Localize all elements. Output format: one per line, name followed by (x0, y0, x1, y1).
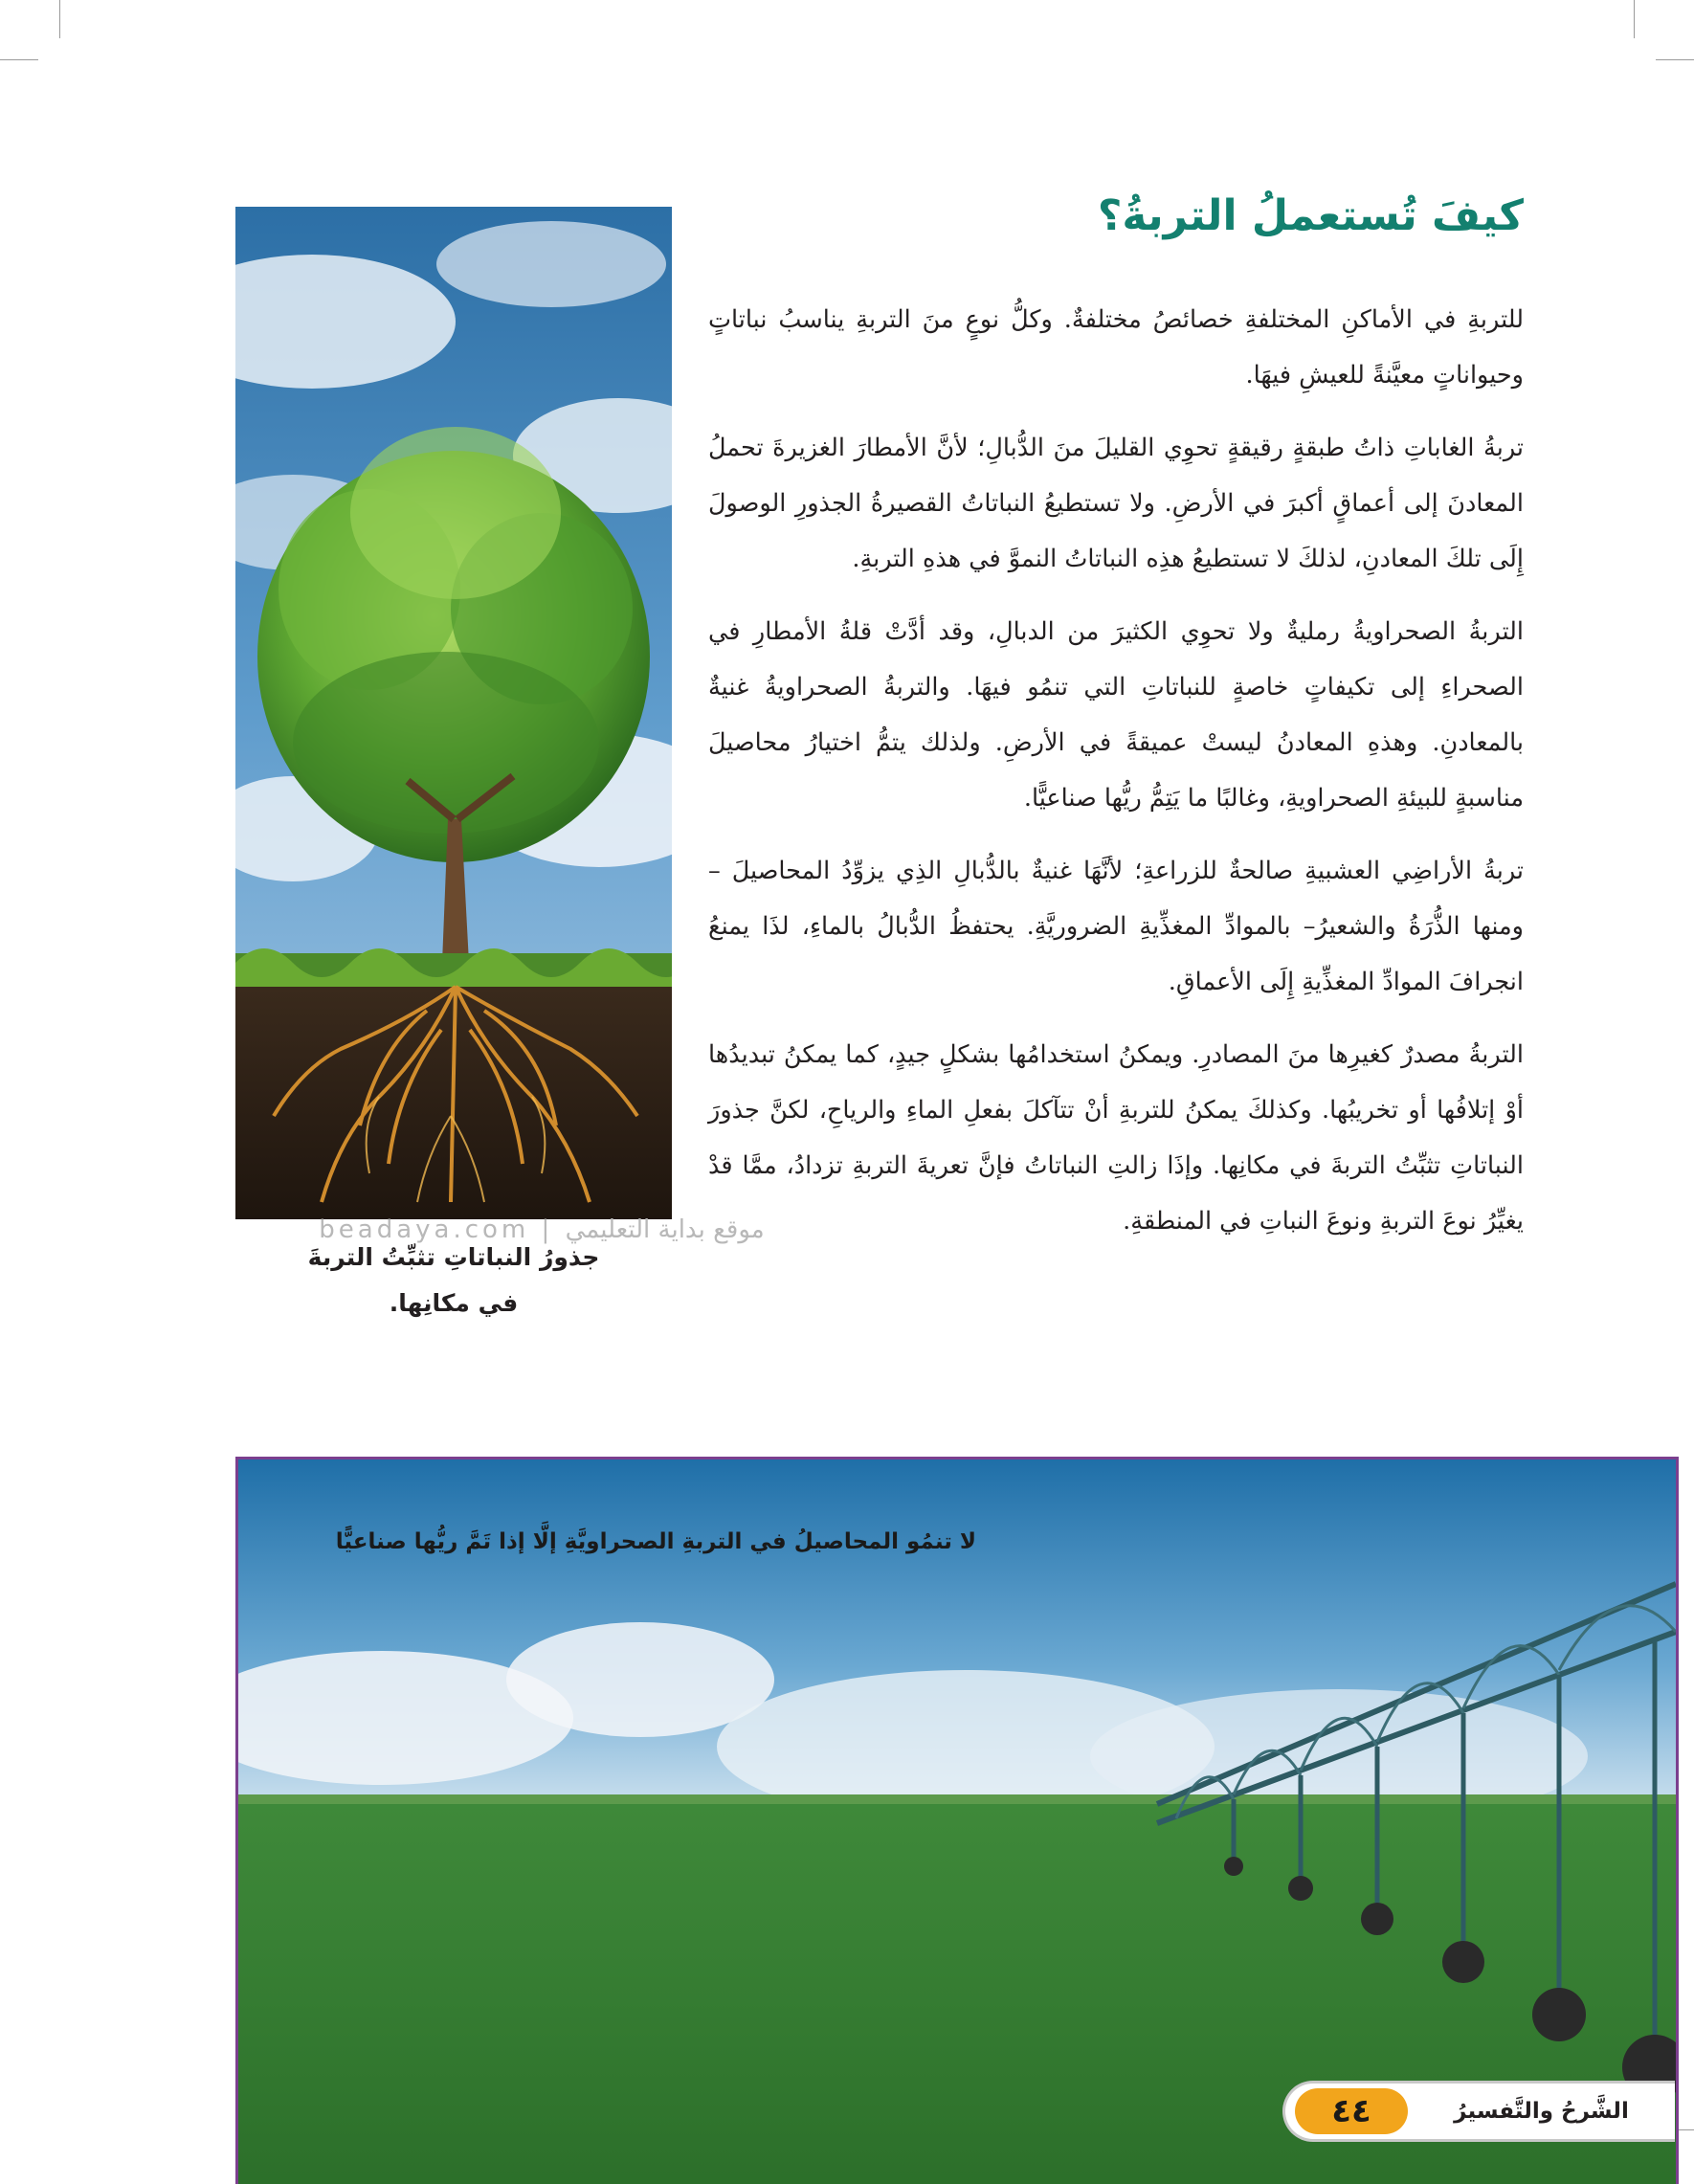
crop-mark (1634, 0, 1635, 38)
crop-mark (1656, 59, 1694, 60)
tree-roots-image (235, 207, 672, 1219)
tree-caption (235, 1235, 672, 1326)
paragraph: تربةُ الأراضِي العشبيةِ صالحةٌ للزراعةِ؛ لأنَّهَا غنيةٌ بالدُّبالِ الذِي يزوِّدُ المحاصيلَ – ومنها الذُّرَةُ والشعيرُ– بالموادِّ المغذِّيةِ الضروريَّةِ. يحتفظُ الدُّبالُ بالماءِ، لذَا يمنعُ انجرافَ الموادِّ المغذِّيةِ إِلَى الأعماقِ. (708, 857, 1524, 996)
body-text (708, 292, 1524, 1266)
crop-mark (0, 59, 38, 60)
paragraph: التربةُ مصدرٌ كغيرِها منَ المصادرِ. ويمكنُ استخدامُها بشكلٍ جيدٍ، كما يمكنُ تبديدُها أوْ إتلافُها أو تخريبُها. وكذلكَ يمكنُ للتربةِ أنْ تتآكلَ بفعلِ الماءِ والرياحِ، لكنَّ جذورَ النباتاتِ تثبِّتُ التربةَ في مكانِها. وإذَا زالتِ النباتاتُ فإنَّ تعريةَ التربةِ تزدادُ، ممَّا قدْ يغيِّرُ نوعَ التربةِ ونوعَ النباتِ في المنطقةِ. (708, 1040, 1524, 1236)
footer-section-label: الشَّرحُ والتَّفسيرُ (1454, 2099, 1629, 2124)
photo-caption: لا تنمُو المحاصيلُ في التربةِ الصحراويَّةِ إلَّا إذا تَمَّ ريُّها صناعيًّا (335, 1529, 976, 1554)
section-title: كيفَ تُستعملُ التربةُ؟ (1097, 191, 1524, 240)
crop-mark (59, 0, 60, 38)
paragraph: التربةُ الصحراويةُ رمليةٌ ولا تحوِي الكثيرَ من الدبالِ، وقد أدَّتْ قلةُ الأمطارِ في الصحراءِ إلى تكيفاتٍ خاصةٍ للنباتاتِ التي تنمُو فيهَا. والتربةُ الصحراويةُ غنيةٌ بالمعادنِ. وهذهِ المعادنُ ليستْ عميقةً في الأرضِ. ولذلك يتمُّ اختيارُ محاصيلَ مناسبةٍ للبيئةِ الصحراويةِ، وغالبًا ما يَتِمُّ ريُّها صناعيًّا. (708, 617, 1524, 813)
tree-caption-line: جذورُ النباتاتِ تثبِّتُ التربةَ (307, 1243, 600, 1271)
paragraph: للتربةِ في الأماكنِ المختلفةِ خصائصُ مختلفةٌ. وكلُّ نوعٍ منَ التربةِ يناسبُ نباتاتٍ وحيواناتٍ معيَّنةً للعيشِ فيهَا. (708, 305, 1524, 390)
tree-caption-line: في مكانِها. (389, 1289, 519, 1317)
page-footer (1282, 2081, 1675, 2142)
page-number: ٤٤ (1295, 2088, 1408, 2134)
paragraph: تربةُ الغاباتِ ذاتُ طبقةٍ رقيقةٍ تحوِي القليلَ منَ الدُّبالِ؛ لأنَّ الأمطارَ الغزيرةَ تحملُ المعادنَ إلى أعماقٍ أكبرَ في الأرضِ. ولا تستطيعُ النباتاتُ القصيرةُ الجذورِ الوصولَ إِلَى تلكَ المعادنِ، لذلكَ لا تستطيعُ هذِه النباتاتُ النموَّ في هذهِ التربةِ. (708, 434, 1524, 573)
irrigation-field-image (235, 1457, 1679, 2184)
watermark: beadaya.com | موقع بداية التعليمي (319, 1215, 765, 1244)
